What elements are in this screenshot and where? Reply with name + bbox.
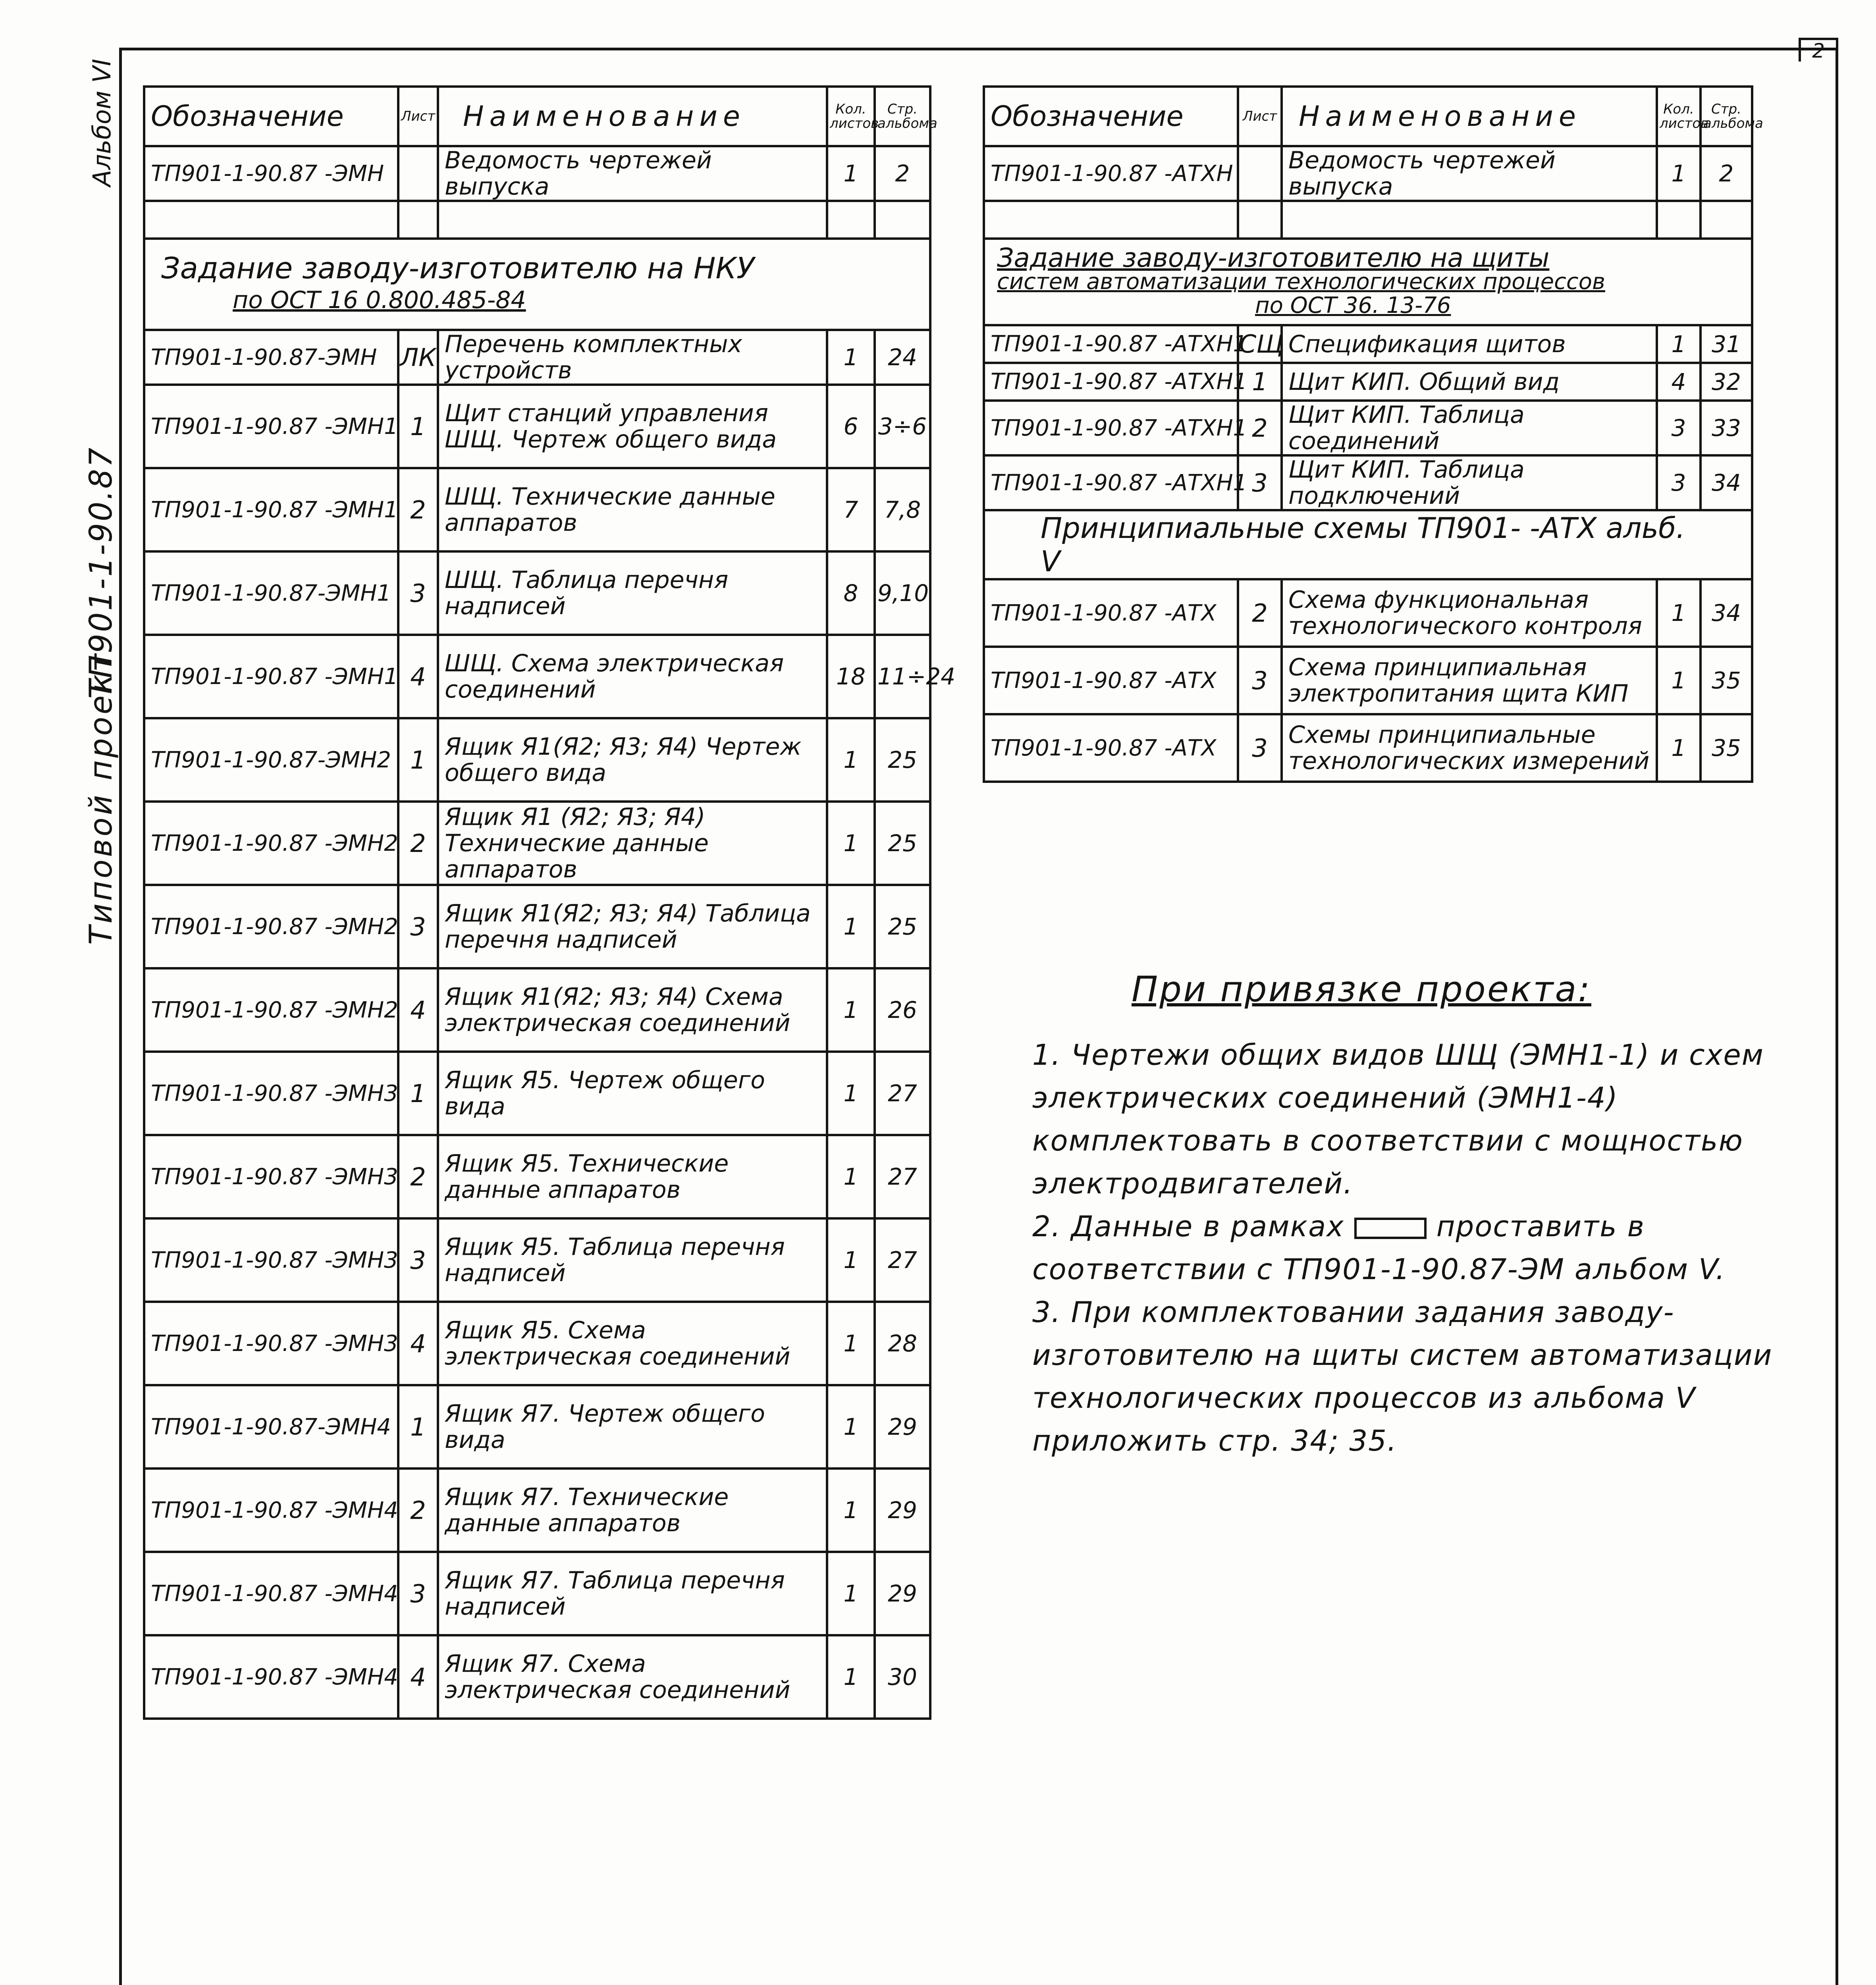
table-row	[144, 551, 930, 635]
cell-count: 1	[827, 968, 875, 1052]
col-designation: Обозначение	[144, 87, 398, 146]
cell-page: 26	[875, 968, 930, 1052]
cell-code: ТП901-1-90.87 -ЭМН3	[144, 1052, 398, 1135]
cell-count: 1	[827, 1302, 875, 1385]
note-item-3: 3. При комплектовании задания заводу-изготовителю на щиты систем автоматизации технологических процессов из альбома V приложить стр. 34; 35.	[1032, 1295, 1773, 1457]
cell-code: ТП901-1-90.87 -АТХН1	[984, 325, 1238, 363]
cell-sheet: 4	[398, 968, 438, 1052]
cell-code: ТП901-1-90.87 -ЭМН3	[144, 1135, 398, 1218]
cell-page: 31	[1701, 325, 1752, 363]
cell-code: ТП901-1-90.87 -ЭМН1	[144, 635, 398, 718]
cell-code: ТП901-1-90.87-ЭМН4	[144, 1385, 398, 1469]
section-line3: по ОСТ 36. 13-76	[1255, 293, 1451, 318]
cell-sheet: 2	[398, 1469, 438, 1552]
cell-code: ТП901-1-90.87-ЭМН1	[144, 551, 398, 635]
table-row	[144, 1552, 930, 1635]
cell-name: Ящик Я1(Я2; Я3; Я4) Схема электрическая соединений	[438, 968, 827, 1052]
notes-title: При привязке проекта:	[1132, 969, 1592, 1010]
section-header	[144, 239, 930, 330]
cell-code: ТП901-1-90.87 -АТХН1	[984, 363, 1238, 401]
section-line2: систем автоматизации технологических процессов	[997, 269, 1605, 295]
cell-name: Щит КИП. Таблица подключений	[1282, 455, 1657, 510]
project-code-side: ТП901-1-90.87	[83, 446, 119, 699]
cell-count: 1	[1657, 714, 1701, 782]
cell-count: 1	[827, 885, 875, 968]
left-register-table	[143, 85, 956, 1720]
col-name: Наименование	[1282, 87, 1657, 146]
cell-page: 25	[875, 802, 930, 885]
col-designation: Обозначение	[984, 87, 1238, 146]
binding-notes	[1032, 969, 1787, 1462]
cell-page: 35	[1701, 647, 1752, 714]
table-row	[984, 579, 1752, 647]
cell-page: 9,10	[875, 551, 930, 635]
cell-sheet: 3	[398, 551, 438, 635]
table-row	[144, 885, 930, 968]
cell-name: Спецификация щитов	[1282, 325, 1657, 363]
cell-name: Ящик Я5. Чертеж общего вида	[438, 1052, 827, 1135]
cell-name: Ящик Я7. Технические данные аппаратов	[438, 1469, 827, 1552]
cell-code: ТП901-1-90.87 -АТХ	[984, 647, 1238, 714]
cell-sheet: 2	[398, 468, 438, 551]
cell-code: ТП901-1-90.87 -ЭМН2	[144, 885, 398, 968]
cell-count: 1	[827, 1135, 875, 1218]
table-row	[984, 455, 1752, 510]
cell-name: Ящик Я1 (Я2; Я3; Я4) Технические данные аппаратов	[438, 802, 827, 885]
cell-page: 11÷24	[875, 635, 930, 718]
cell-sheet: 3	[1238, 455, 1282, 510]
cell-code: ТП901-1-90.87 -ЭМН1	[144, 385, 398, 468]
cell-count: 4	[1657, 363, 1701, 401]
cell-name: ШЩ. Схема электрическая соединений	[438, 635, 827, 718]
col-sheet: Лист	[1238, 87, 1282, 146]
cell-count: 1	[827, 1385, 875, 1469]
cell-count: 1	[1657, 579, 1701, 647]
cell-page: 35	[1701, 714, 1752, 782]
cell-sheet: 3	[398, 1552, 438, 1635]
cell-sheet: 1	[398, 385, 438, 468]
cell-page: 25	[875, 885, 930, 968]
cell-name: ШЩ. Технические данные аппаратов	[438, 468, 827, 551]
cell-count: 1	[1657, 647, 1701, 714]
cell-sheet: 3	[398, 885, 438, 968]
table-row	[984, 401, 1752, 455]
cell-code: ТП901-1-90.87 -АТХН1	[984, 401, 1238, 455]
cell-page: 34	[1701, 455, 1752, 510]
cell-sheet: 2	[398, 802, 438, 885]
cell-page: 27	[875, 1052, 930, 1135]
table-row	[144, 635, 930, 718]
section-header	[984, 239, 1752, 325]
cell-sheet: 3	[1238, 647, 1282, 714]
table-row	[144, 1135, 930, 1218]
table-row	[984, 363, 1752, 401]
cell-sheet: СЩ	[1238, 325, 1282, 363]
cell-page: 27	[875, 1135, 930, 1218]
cell-sheet: 2	[1238, 579, 1282, 647]
cell-page: 33	[1701, 401, 1752, 455]
cell-sheet: 3	[398, 1218, 438, 1302]
col-page: Стр. альбома	[875, 87, 930, 146]
cell-sheet: 1	[398, 1385, 438, 1469]
cell-name: ШЩ. Таблица перечня надписей	[438, 551, 827, 635]
cell-page: 32	[1701, 363, 1752, 401]
page-number: 2	[1799, 38, 1838, 62]
cell-code: ТП901-1-90.87 -ЭМН4	[144, 1552, 398, 1635]
cell-name: Щит станций управления ШЩ. Чертеж общего вида	[438, 385, 827, 468]
cell-code: ТП901-1-90.87 -ЭМН3	[144, 1302, 398, 1385]
table-row	[144, 330, 930, 385]
note-item-2: 2. Данные в рамках проставить в соответствии с ТП901-1-90.87-ЭМ альбом V.	[1032, 1210, 1726, 1286]
cell-count: 1	[827, 1469, 875, 1552]
table-row	[144, 802, 930, 885]
cell-page: 29	[875, 1469, 930, 1552]
cell-count: 3	[1657, 401, 1701, 455]
table-row	[984, 325, 1752, 363]
cell-sheet: 1	[398, 718, 438, 802]
cell-count: 3	[1657, 455, 1701, 510]
cell-code: ТП901-1-90.87 -ЭМН4	[144, 1469, 398, 1552]
cell-sheet: 2	[1238, 401, 1282, 455]
cell-sheet: 1	[1238, 363, 1282, 401]
cell-page: 30	[875, 1635, 930, 1719]
cell-name: Щит КИП. Общий вид	[1282, 363, 1657, 401]
cell-name: Ящик Я1(Я2; Я3; Я4) Таблица перечня надписей	[438, 885, 827, 968]
cell-sheet: 4	[398, 1302, 438, 1385]
cell-sheet: 4	[398, 635, 438, 718]
table-row-blank	[984, 201, 1752, 239]
cell-count: 1	[1657, 325, 1701, 363]
cell-code: ТП901-1-90.87 -ЭМН2	[144, 968, 398, 1052]
right-register-table	[983, 85, 1763, 783]
table-row	[984, 714, 1752, 782]
cell-sheet: ЛК	[398, 330, 438, 385]
cell-sheet: 4	[398, 1635, 438, 1719]
section-line1: Задание заводу-изготовителю на щиты	[997, 243, 1550, 273]
table-row	[144, 718, 930, 802]
album-label: Альбом VI	[87, 59, 116, 187]
cell-count: 1	[827, 1052, 875, 1135]
table-row	[144, 1052, 930, 1135]
cell-count: 1	[827, 802, 875, 885]
cell-page: 34	[1701, 579, 1752, 647]
table-row	[144, 1385, 930, 1469]
table-row	[144, 1469, 930, 1552]
table-row-blank	[144, 201, 930, 239]
cell-code: ТП901-1-90.87 -АТХ	[984, 579, 1238, 647]
frame-rect-icon	[1354, 1218, 1427, 1239]
cell-count: 7	[827, 468, 875, 551]
cell-count: 1	[827, 1218, 875, 1302]
cell-count: 8	[827, 551, 875, 635]
section-subtitle: по ОСТ 16 0.800.485-84	[233, 286, 526, 314]
col-count: Кол. листов	[827, 87, 875, 146]
cell-count: 1	[827, 1635, 875, 1719]
cell-name: Ящик Я5. Технические данные аппаратов	[438, 1135, 827, 1218]
table-row	[144, 385, 930, 468]
cell-code: ТП901-1-90.87-ЭМН	[144, 330, 398, 385]
cell-code: ТП901-1-90.87 -ЭМН2	[144, 802, 398, 885]
cell-count: 1	[827, 1552, 875, 1635]
cell-sheet: 1	[398, 1052, 438, 1135]
col-sheet: Лист	[398, 87, 438, 146]
section-title: Задание заводу-изготовителю на НКУ	[161, 251, 755, 285]
cell-count: 1	[827, 718, 875, 802]
table-row: ТП901-1-90.87 -ЭМН Ведомость чертежей выпуска 1 2	[144, 146, 930, 201]
cell-code: ТП901-1-90.87 -АТХН1	[984, 455, 1238, 510]
cell-sheet: 2	[398, 1135, 438, 1218]
note-item-1: 1. Чертежи общих видов ШЩ (ЭМН1-1) и схем электрических соединений (ЭМН1-4) комплектовать в соответствии с мощностью электродвигателей.	[1032, 1038, 1764, 1200]
cell-name: Ящик Я7. Таблица перечня надписей	[438, 1552, 827, 1635]
cell-sheet: 3	[1238, 714, 1282, 782]
cell-page: 28	[875, 1302, 930, 1385]
cell-code: ТП901-1-90.87 -АТХ	[984, 714, 1238, 782]
cell-name: Ящик Я1(Я2; Я3; Я4) Чертеж общего вида	[438, 718, 827, 802]
cell-code: ТП901-1-90.87 -ЭМН1	[144, 468, 398, 551]
col-name: Наименование	[438, 87, 827, 146]
cell-page: 25	[875, 718, 930, 802]
table-row	[144, 968, 930, 1052]
cell-name: Ящик Я5. Схема электрическая соединений	[438, 1302, 827, 1385]
principal-schemes-row: Принципиальные схемы ТП901- -АТХ альб. V	[984, 510, 1752, 579]
cell-name: Схема принципиальная электропитания щита КИП	[1282, 647, 1657, 714]
cell-name: Схема функциональная технологического контроля	[1282, 579, 1657, 647]
cell-name: Схемы принципиальные технологических измерений	[1282, 714, 1657, 782]
cell-name: Ящик Я5. Таблица перечня надписей	[438, 1218, 827, 1302]
table-row	[144, 1635, 930, 1719]
cell-count: 1	[827, 330, 875, 385]
cell-page: 29	[875, 1552, 930, 1635]
cell-page: 3÷6	[875, 385, 930, 468]
table-row	[144, 1218, 930, 1302]
cell-code: ТП901-1-90.87 -ЭМН4	[144, 1635, 398, 1719]
col-count: Кол. листов	[1657, 87, 1701, 146]
project-label: Типовой проект	[83, 651, 119, 945]
cell-code: ТП901-1-90.87 -ЭМН3	[144, 1218, 398, 1302]
cell-name: Щит КИП. Таблица соединений	[1282, 401, 1657, 455]
cell-name: Ящик Я7. Чертеж общего вида	[438, 1385, 827, 1469]
cell-page: 24	[875, 330, 930, 385]
cell-name: Перечень комплектных устройств	[438, 330, 827, 385]
cell-count: 18	[827, 635, 875, 718]
cell-page: 7,8	[875, 468, 930, 551]
cell-page: 29	[875, 1385, 930, 1469]
table-row	[144, 1302, 930, 1385]
cell-name: Ящик Я7. Схема электрическая соединений	[438, 1635, 827, 1719]
cell-code: ТП901-1-90.87-ЭМН2	[144, 718, 398, 802]
table-row	[984, 647, 1752, 714]
table-row	[144, 468, 930, 551]
cell-page: 27	[875, 1218, 930, 1302]
table-row: ТП901-1-90.87 -АТХН Ведомость чертежей выпуска 1 2	[984, 146, 1752, 201]
cell-count: 6	[827, 385, 875, 468]
col-page: Стр. альбома	[1701, 87, 1752, 146]
